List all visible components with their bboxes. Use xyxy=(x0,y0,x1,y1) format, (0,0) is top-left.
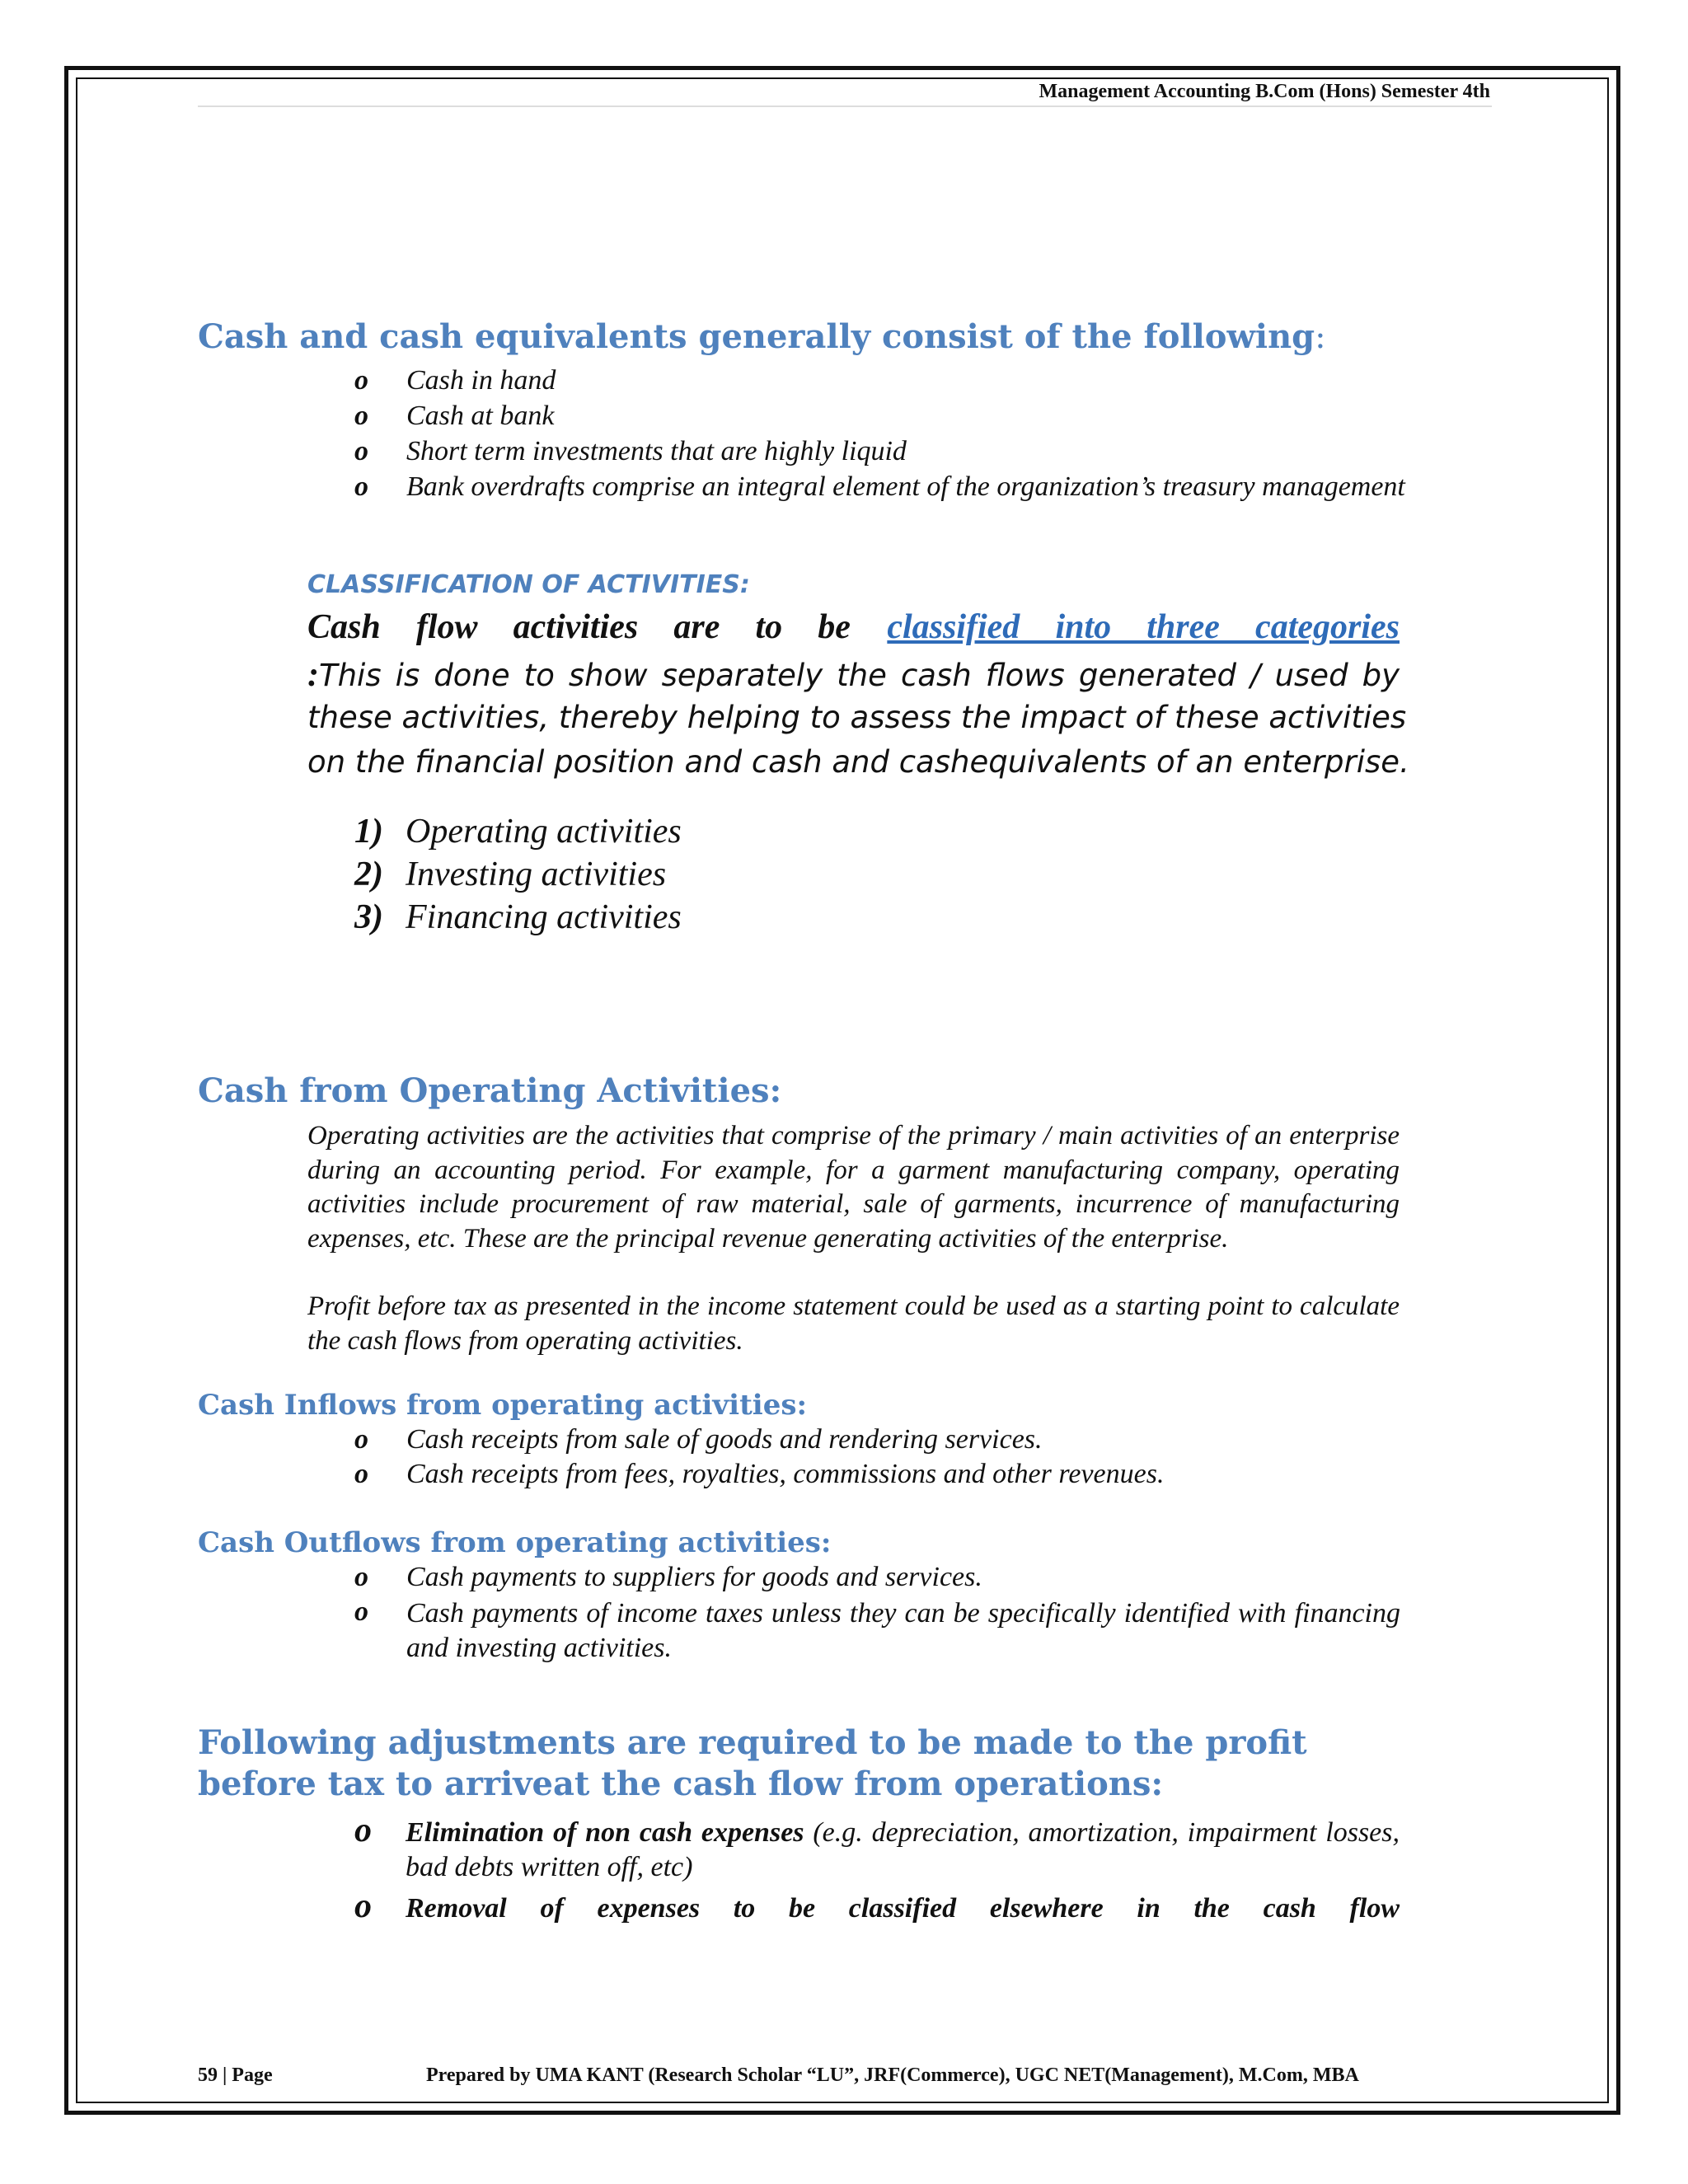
operating-paragraph-2: Profit before tax as presented in the income statement could be used as a starting point to calculate the cash flows from operating activities. xyxy=(307,1291,1400,1356)
classification-title: CLASSIFICATION OF ACTIVITIES: xyxy=(307,570,750,599)
operating-heading: Cash from Operating Activities: xyxy=(198,1071,782,1110)
header-divider xyxy=(198,105,1492,107)
page-number: 59 | Page xyxy=(198,2064,273,2086)
running-header: Management Accounting B.Com (Hons) Semester 4th xyxy=(1039,81,1490,102)
classification-line-3: these activities, thereby helping to assess the impact of these activities xyxy=(307,700,1407,735)
classification-line-2: :This is done to show separately the cash flows generated / used by xyxy=(307,656,1400,694)
inflows-heading: Cash Inflows from operating activities: xyxy=(198,1389,808,1422)
classification-line-4: on the financial position and cash and cashequivalents of an enterprise. xyxy=(307,744,1409,780)
outflows-heading: Cash Outflows from operating activities: xyxy=(198,1526,832,1559)
cash-equivalents-heading: Cash and cash equivalents generally consist of the following: xyxy=(198,317,1326,356)
prepared-by: Prepared by UMA KANT (Research Scholar “LU”, JRF(Commerce), UGC NET(Management), M.Com, MBA xyxy=(426,2064,1359,2086)
classification-lead-line: Cash flow activities are to be classified into three categories xyxy=(307,608,1400,646)
operating-paragraph: Operating activities are the activities that comprise of the primary / main activities of an enterprise during an accounting period. For example, for a garment manufacturing company, operating activities include procurement of raw material, sale of garments, incurrence of manufacturing expenses, etc. These are the principal revenue generating activities of the enterprise. xyxy=(307,1121,1400,1254)
adjustments-heading: Following adjustments are required to be made to the profit before tax to arriveat the cash flow from operations: xyxy=(198,1723,1307,1803)
classification-link[interactable]: classified into three categories xyxy=(887,608,1400,646)
